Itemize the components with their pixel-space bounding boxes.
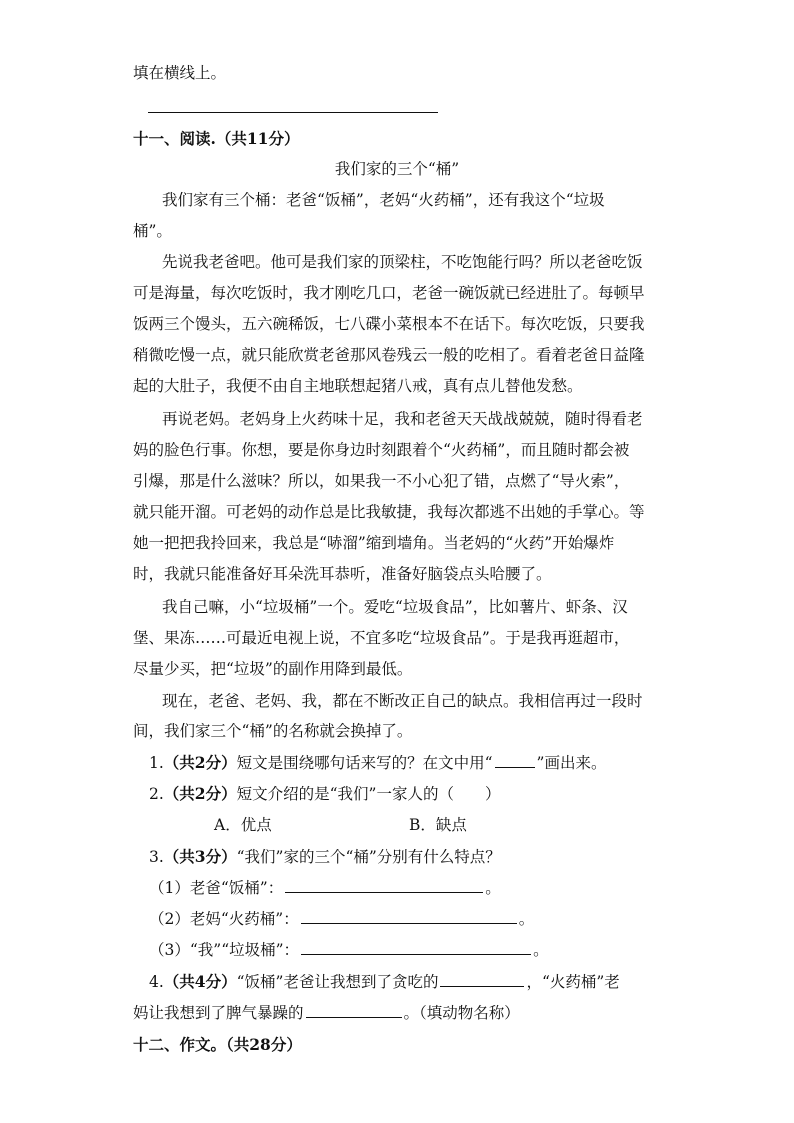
q3-item-1 bbox=[149, 877, 689, 899]
passage-line: 先说我老爸吧。他可是我们家的顶梁柱，不吃饱能行吗？所以老爸吃饭 bbox=[162, 253, 643, 271]
q3-item-3 bbox=[149, 939, 689, 961]
q3-number: 3. bbox=[149, 848, 164, 866]
passage-line: 桶”。 bbox=[133, 222, 172, 240]
q4-text-b: ，“火药桶”老 bbox=[526, 973, 620, 991]
q1-score: （共2分） bbox=[163, 753, 237, 772]
q3-item-3-label: （3）“我”“垃圾桶”： bbox=[149, 941, 300, 959]
passage-line: 间，我们家三个“桶”的名称就会换掉了。 bbox=[133, 722, 413, 740]
q4-answer-blank-1[interactable] bbox=[440, 971, 524, 987]
q3-item-2-label: （2）老妈“火药桶”： bbox=[149, 910, 299, 928]
passage-line: 我自己嘛，小“垃圾桶”一个。爱吃“垃圾食品”，比如薯片、虾条、汉 bbox=[162, 598, 628, 616]
q2-option-b[interactable]: B．缺点 bbox=[409, 816, 467, 834]
passage-line: 现在，老爸、老妈、我，都在不断改正自己的缺点。我相信再过一段时 bbox=[162, 692, 643, 710]
q4-text: “饭桶”老爸让我想到了贪吃的 bbox=[236, 973, 439, 991]
q3-item-3-end: 。 bbox=[533, 941, 549, 959]
q3-item-2-blank[interactable] bbox=[301, 908, 517, 924]
q1-text: 短文是围绕哪句话来写的？在文中用“ bbox=[236, 754, 493, 772]
q3-item-1-end: 。 bbox=[485, 879, 501, 897]
q2-option-a[interactable]: A．优点 bbox=[214, 816, 272, 834]
q3-item-2-end: 。 bbox=[518, 910, 535, 928]
q1-text-end: ”画出来。 bbox=[536, 754, 607, 772]
passage-line: 引爆，那是什么滋味？所以，如果我一不小心犯了错，点燃了“导火索”， bbox=[133, 472, 630, 490]
section-11-heading: 十一、阅读.（共11分） bbox=[133, 129, 300, 148]
passage-line: 饭两三个馒头，五六碗稀饭，七八碟小菜根本不在话下。每次吃饭，只要我 bbox=[133, 315, 645, 333]
q2-score: （共2分） bbox=[163, 784, 237, 803]
passage-line: 尽量少买，把“垃圾”的副作用降到最低。 bbox=[133, 660, 413, 678]
q2-text: 短文介绍的是“我们”一家人的（ ） bbox=[236, 785, 501, 803]
passage-line: 再说老妈。老妈身上火药味十足，我和老爸天天战战兢兢，随时得看老 bbox=[162, 410, 643, 428]
q3-item-2 bbox=[149, 908, 689, 930]
question-2 bbox=[149, 783, 689, 805]
passage-line: 稍微吃慢一点，就只能欣赏老爸那风卷残云一般的吃相了。看着老爸日益隆 bbox=[133, 346, 645, 364]
q3-text: “我们”家的三个“桶”分别有什么特点？ bbox=[236, 848, 501, 866]
q4-answer-blank-2[interactable] bbox=[306, 1002, 402, 1018]
passage-line: 时，我就只能准备好耳朵洗耳恭听，准备好脑袋点头哈腰了。 bbox=[133, 565, 552, 583]
passage-line: 堡、果冻……可最近电视上说，不宜多吃“垃圾食品”。于是我再逛超市， bbox=[133, 629, 630, 647]
section-12-heading: 十二、作文。（共28分） bbox=[133, 1035, 302, 1054]
q3-item-1-blank[interactable] bbox=[285, 877, 483, 893]
passage-line: 妈的脸色行事。你想，要是你身边时刻跟着个“火药桶”，而且随时都会被 bbox=[133, 441, 630, 459]
q4-line2-end: 。（填动物名称） bbox=[403, 1004, 520, 1022]
passage-line: 就只能开溜。可老妈的动作总是比我敏捷，我每次都逃不出她的手掌心。等 bbox=[133, 503, 645, 521]
q4-number: 4. bbox=[149, 973, 164, 991]
passage-line: 我们家有三个桶：老爸“饭桶”，老妈“火药桶”，还有我这个“垃圾 bbox=[162, 191, 605, 209]
passage-line: 起的大肚子，我便不由自主地联想起猪八戒，真有点儿替他发愁。 bbox=[133, 377, 583, 395]
q3-item-1-label: （1）老爸“饭桶”： bbox=[149, 879, 284, 897]
q3-score: （共3分） bbox=[163, 847, 237, 866]
q1-number: 1. bbox=[149, 754, 164, 772]
intro-tail-text: 填在横线上。 bbox=[133, 64, 227, 82]
passage-line: 她一把把我拎回来，我总是“哧溜”缩到墙角。当老妈的“火药”开始爆炸 bbox=[133, 534, 615, 552]
q4-line2-text: 妈让我想到了脾气暴躁的 bbox=[133, 1004, 304, 1022]
passage-title: 我们家的三个“桶” bbox=[334, 160, 460, 178]
question-4-line-2 bbox=[133, 1002, 673, 1024]
question-3 bbox=[149, 846, 689, 868]
passage-line: 可是海量，每次吃饭时，我才刚吃几口，老爸一碗饭就已经进肚了。每顿早 bbox=[133, 284, 645, 302]
answer-blank-line[interactable] bbox=[148, 112, 438, 113]
question-1 bbox=[149, 752, 689, 774]
q2-number: 2. bbox=[149, 785, 164, 803]
q3-item-3-blank[interactable] bbox=[301, 939, 531, 955]
question-4 bbox=[149, 971, 669, 993]
q1-answer-blank[interactable] bbox=[495, 752, 535, 768]
q4-score: （共4分） bbox=[163, 972, 237, 991]
